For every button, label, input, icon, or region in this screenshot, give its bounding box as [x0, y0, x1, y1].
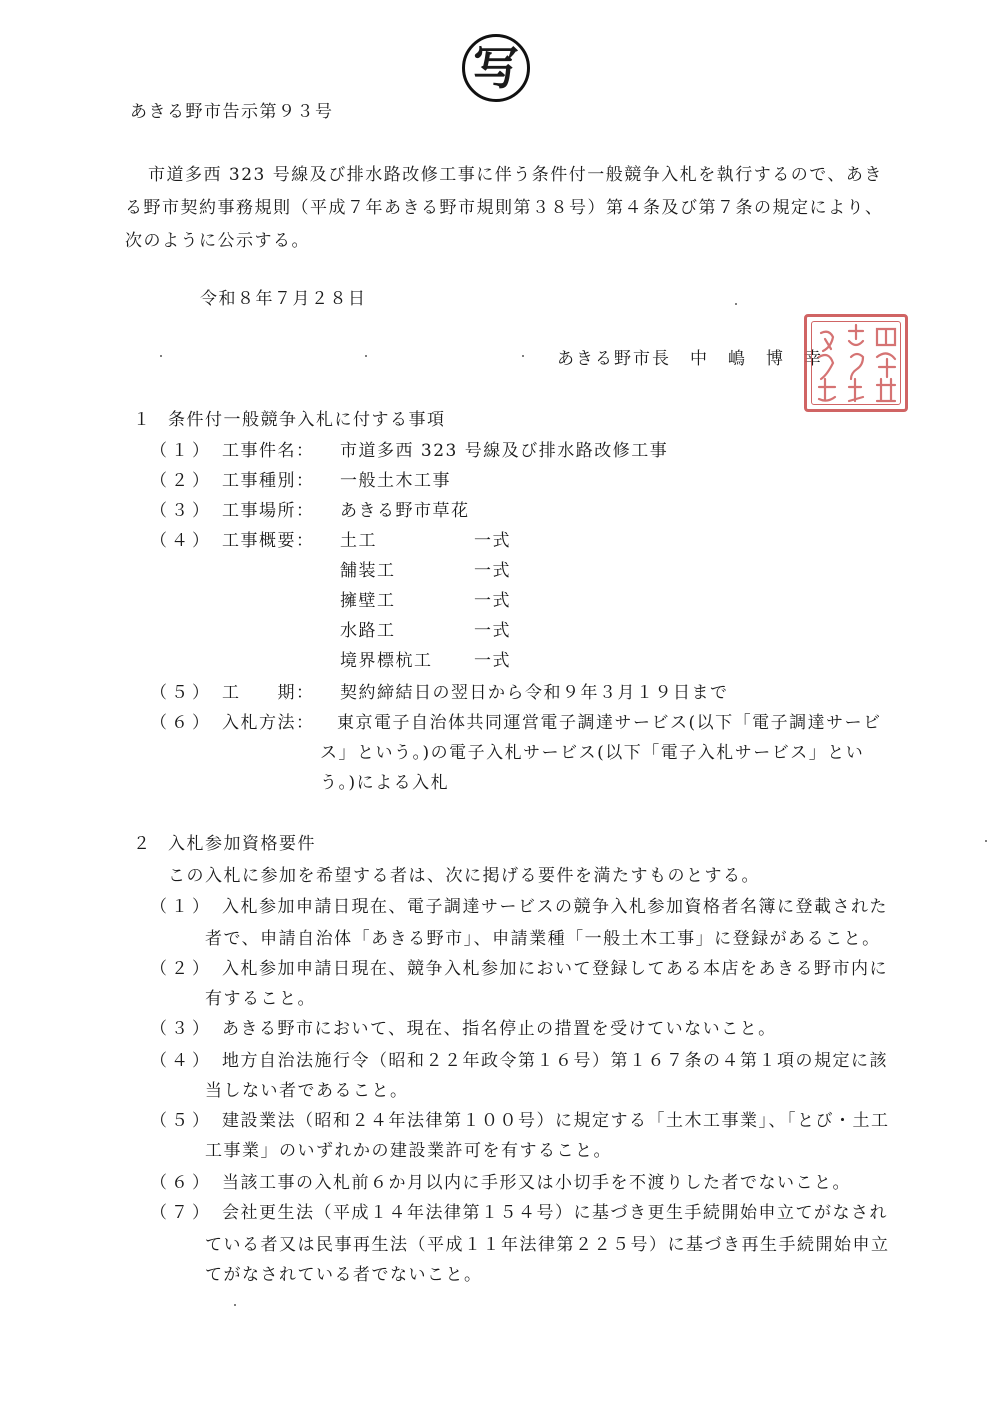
item-number: （１）: [150, 897, 213, 917]
mayor-signature: あきる野市長 中 嶋 博 幸: [557, 349, 823, 369]
item-text-line: 入札参加申請日現在、競争入札参加において登録してある本店をあきる野市内に: [222, 959, 888, 979]
intro-line: 次のように公示する。: [125, 231, 310, 251]
scan-speck: [234, 1304, 236, 1306]
item-label: 工事種別：: [222, 471, 315, 491]
scan-speck: [985, 840, 987, 842]
outline-work: 擁壁工: [340, 591, 396, 611]
outline-work: 水路工: [340, 621, 396, 641]
item-value-line: う。)による入札: [320, 773, 450, 793]
scan-speck: [735, 303, 737, 305]
scan-speck: [160, 355, 162, 357]
item-text-line: 工事業」のいずれかの建設業許可を有すること。: [205, 1141, 612, 1161]
outline-qty: 一式: [474, 531, 511, 551]
official-seal: [804, 314, 908, 412]
item-number: （５）: [150, 1111, 213, 1131]
item-text-line: 地方自治法施行令（昭和２２年政令第１６号）第１６７条の４第１項の規定に該: [222, 1051, 888, 1071]
item-number: （４）: [150, 531, 213, 551]
section-lead: この入札に参加を希望する者は、次に掲げる要件を満たすものとする。: [168, 866, 760, 886]
outline-qty: 一式: [474, 591, 511, 611]
item-text-line: 入札参加申請日現在、電子調達サービスの競争入札参加資格者名簿に登載された: [222, 897, 888, 917]
scan-speck: [522, 355, 524, 357]
item-number: （６）: [150, 713, 213, 733]
copy-stamp: 写: [462, 34, 530, 102]
item-number: （３）: [150, 1019, 213, 1039]
item-value: 一般土木工事: [340, 471, 451, 491]
item-number: （５）: [150, 683, 213, 703]
item-label: 工 期：: [222, 683, 315, 703]
item-value-line: 東京電子自治体共同運営電子調達サービス(以下「電子調達サービ: [337, 713, 882, 733]
section-number: ２: [133, 834, 150, 854]
item-text-line: てがなされている者でないこと。: [205, 1265, 483, 1285]
outline-work: 境界標杭工: [340, 651, 433, 671]
item-number: （２）: [150, 959, 213, 979]
item-label: 入札方法：: [222, 713, 315, 733]
item-label: 工事件名：: [222, 441, 315, 461]
item-number: （３）: [150, 501, 213, 521]
item-value: 契約締結日の翌日から令和９年３月１９日まで: [340, 683, 729, 703]
item-value: 市道多西 323 号線及び排水路改修工事: [340, 441, 669, 461]
item-value: あきる野市草花: [340, 501, 470, 521]
outline-work: 舗装工: [340, 561, 396, 581]
item-label: 工事概要：: [222, 531, 315, 551]
item-text-line: 会社更生法（平成１４年法律第１５４号）に基づき更生手続開始申立てがなされ: [222, 1203, 888, 1223]
intro-line: る野市契約事務規則（平成７年あきる野市規則第３８号）第４条及び第７条の規定により、: [125, 198, 884, 218]
item-text-line: 当しない者であること。: [205, 1081, 409, 1101]
outline-work: 土工: [340, 531, 377, 551]
item-text-line: 者で、申請自治体「あきる野市」、申請業種「一般土木工事」に登録があること。: [205, 929, 881, 949]
outline-qty: 一式: [474, 621, 511, 641]
outline-qty: 一式: [474, 651, 511, 671]
outline-qty: 一式: [474, 561, 511, 581]
item-label: 工事場所：: [222, 501, 315, 521]
item-number: （４）: [150, 1051, 213, 1071]
item-number: （１）: [150, 441, 213, 461]
section-number: １: [133, 410, 150, 430]
item-text-line: 建設業法（昭和２４年法律第１００号）に規定する「土木工事業」、「とび・土工: [222, 1111, 890, 1131]
item-text-line: あきる野市において、現在、指名停止の措置を受けていないこと。: [222, 1019, 777, 1039]
item-text-line: 有すること。: [205, 989, 316, 1009]
scan-speck: [365, 355, 367, 357]
item-number: （６）: [150, 1173, 213, 1193]
notice-date: 令和８年７月２８日: [200, 289, 367, 309]
item-value-line: ス」という。)の電子入札サービス(以下「電子入札サービス」とい: [320, 743, 865, 763]
section-title: 条件付一般競争入札に付する事項: [168, 410, 446, 430]
section-title: 入札参加資格要件: [168, 834, 316, 854]
notice-number: あきる野市告示第９３号: [130, 102, 334, 122]
item-text-line: 当該工事の入札前６か月以内に手形又は小切手を不渡りした者でないこと。: [222, 1173, 851, 1193]
item-number: （７）: [150, 1203, 213, 1223]
item-number: （２）: [150, 471, 213, 491]
item-text-line: ている者又は民事再生法（平成１１年法律第２２５号）に基づき再生手続開始申立: [205, 1235, 890, 1255]
intro-line: 市道多西 323 号線及び排水路改修工事に伴う条件付一般競争入札を執行するので、あき: [148, 165, 883, 185]
